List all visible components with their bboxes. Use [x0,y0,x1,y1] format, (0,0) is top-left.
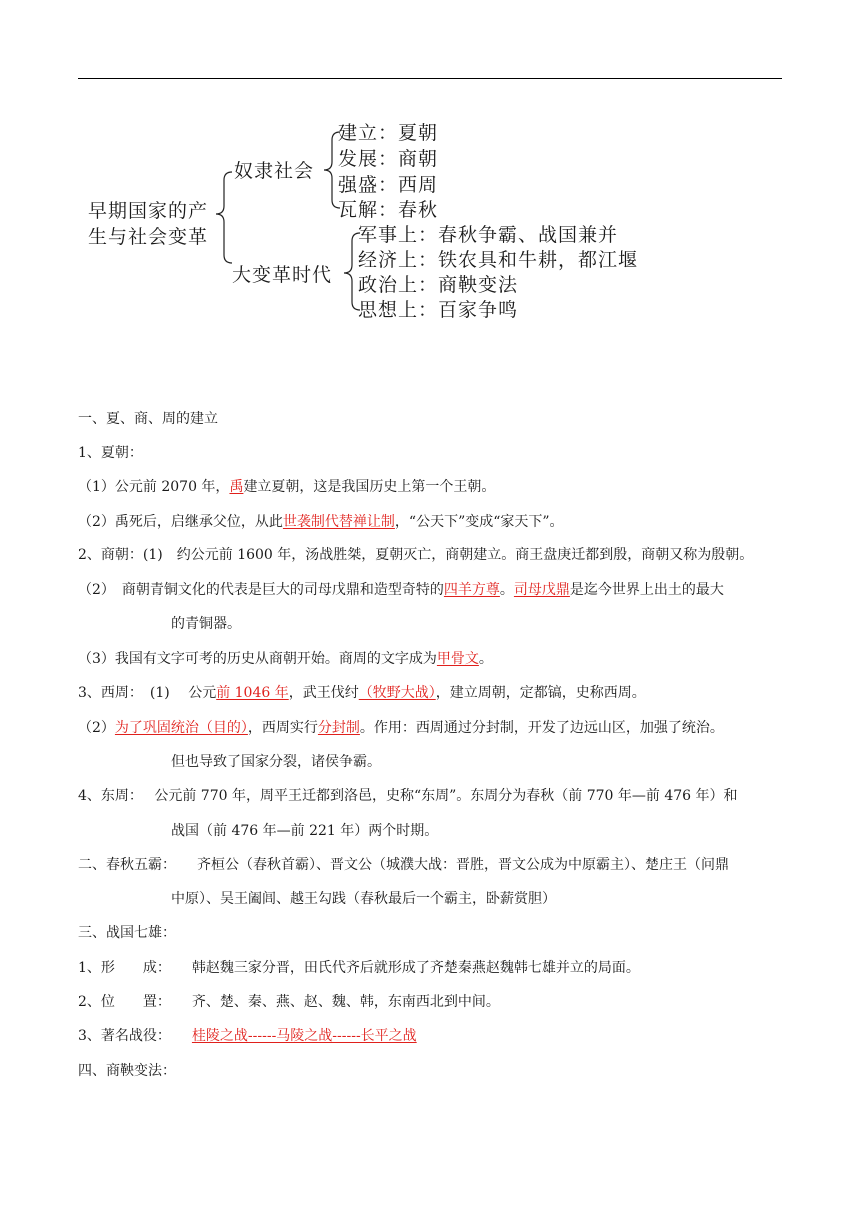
branch2-item: 军事上：春秋争霸、战国兼并 [358,224,619,246]
shang-point-2-cont: 的青铜器。 [171,616,241,632]
branch1-item: 发展：商朝 [338,148,439,170]
xizhou-point-2: （2）为了巩固统治（目的），西周实行分封制。作用：西周通过分封制，开发了边远山区，加强了统治。 [78,720,724,736]
branch1-item: 强盛：西周 [338,174,439,196]
mind-map [0,0,860,340]
section-heading-3: 三、战国七雄： [78,925,176,941]
branch-great-change-era: 大变革时代 [232,264,333,286]
xizhou-point-2-cont: 但也导致了国家分裂，诸侯争霸。 [171,754,381,770]
section-heading-2-cont: 中原）、吴王阖闾、越王勾践（春秋最后一个霸主，卧薪赏胆） [171,891,556,907]
branch2-item: 经济上：铁农具和牛耕，都江堰 [358,249,639,271]
dongzhou-point-cont: 战国（前 476 年—前 221 年）两个时期。 [171,823,439,839]
root-brace [216,172,232,263]
warring-states-position: 2、位 置： 齐、楚、秦、燕、赵、魏、韩，东南西北到中间。 [78,994,500,1010]
xia-point-1: （1）公元前 2070 年，禹建立夏朝，这是我国历史上第一个王朝。 [78,479,496,495]
shang-point-2: （2） 商朝青铜文化的代表是巨大的司母戊鼎和造型奇特的四羊方尊。司母戊鼎是迄今世界上出土的最大 [78,582,724,598]
section-heading-2: 二、春秋五霸： 齐桓公（春秋首霸）、晋文公（城濮大战：晋胜，晋文公成为中原霸主）、楚庄王（问鼎 [78,857,729,873]
warring-states-formation: 1、形 成： 韩赵魏三家分晋，田氏代齐后就形成了齐楚秦燕赵魏韩七雄并立的局面。 [78,960,640,976]
warring-states-battles: 3、著名战役： 桂陵之战------马陵之战------长平之战 [78,1028,417,1044]
xizhou-point-1: 3、西周： (1) 公元前 1046 年，武王伐纣（牧野大战），建立周朝，定都镐，史称西周。 [78,685,646,701]
branch-slave-society: 奴隶社会 [234,160,315,182]
branch1-item: 建立：夏朝 [338,122,439,144]
branch2-item: 政治上：商鞅变法 [358,274,519,296]
root-label-line2: 生与社会变革 [88,226,209,248]
xia-point-2: （2）禹死后，启继承父位，从此世袭制代替禅让制，“公天下”变成“家天下”。 [78,514,564,530]
branch1-item: 瓦解：春秋 [338,199,439,221]
section-heading-1: 一、夏、商、周的建立 [78,411,218,427]
section-heading-4: 四、商鞅变法： [78,1063,176,1079]
xia-title: 1、夏朝： [78,445,143,461]
dongzhou-point: 4、东周： 公元前 770 年，周平王迁都到洛邑，史称“东周”。东周分为春秋（前 770 年—前 476 年）和 [78,788,738,804]
root-label-line1: 早期国家的产 [88,200,209,222]
shang-point-1: 2、商朝：(1) 约公元前 1600 年，汤战胜桀，夏朝灭亡，商朝建立。商王盘庚迁都到殷，商朝又称为殷朝。 [78,547,754,563]
shang-point-3: （3）我国有文字可考的历史从商朝开始。商周的文字成为甲骨文。 [78,651,493,667]
branch2-item: 思想上：百家争鸣 [358,299,519,321]
